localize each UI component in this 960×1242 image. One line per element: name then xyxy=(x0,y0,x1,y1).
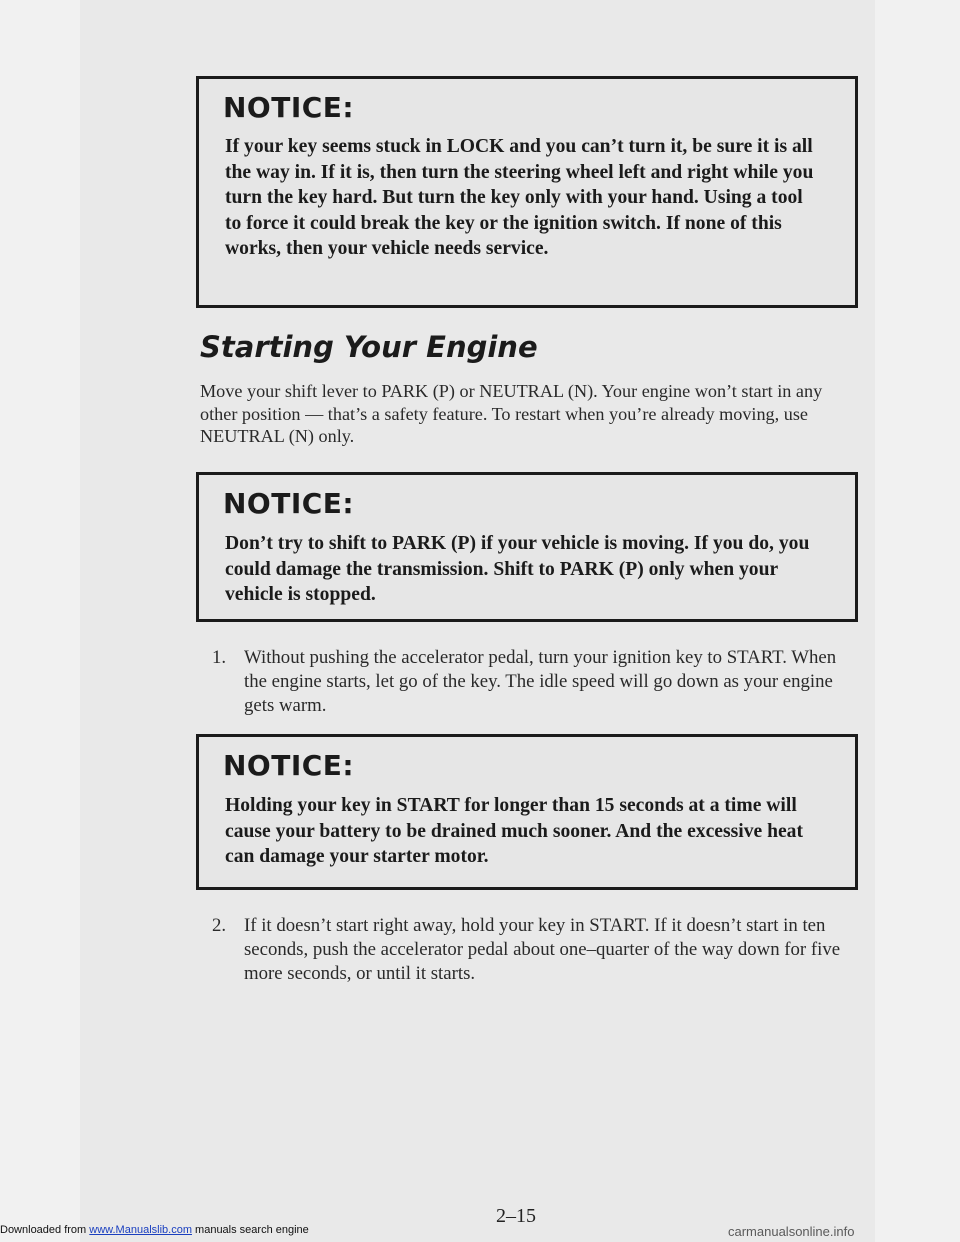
notice-heading: NOTICE: xyxy=(223,749,355,782)
notice-box-start-duration xyxy=(196,734,858,890)
section-intro: Move your shift lever to PARK (P) or NEUTRAL (N). Your engine won’t start in any other position — that’s a safety feature. To restart when you’re already moving, use NEUTRAL (N) only. xyxy=(200,381,823,446)
notice-box-key-stuck xyxy=(196,76,858,308)
watermark: carmanualsonline.info xyxy=(728,1224,855,1239)
list-item-text: Without pushing the accelerator pedal, turn your ignition key to START. When the engine starts, let go of the key. The idle speed will go down as your engine gets warm. xyxy=(244,647,837,716)
notice-heading: NOTICE: xyxy=(223,91,355,124)
notice-box-park xyxy=(196,472,858,622)
footer-prefix: Downloaded from xyxy=(0,1224,90,1236)
manualslib-link[interactable]: www.Manualslib.com xyxy=(89,1224,192,1236)
notice-body: Don’t try to shift to PARK (P) if your vehicle is moving. If you do, you could damage the transmission. Shift to PARK (P) only when your vehicle is stopped. xyxy=(225,533,810,606)
page-number: 2–15 xyxy=(496,1205,536,1227)
list-item-text: If it doesn’t start right away, hold your key in START. If it doesn’t start in ten seconds, push the accelerator pedal about one–quarter of the way down for five more seconds, or until it starts. xyxy=(244,915,841,984)
list-item-number: 1. xyxy=(212,647,227,668)
footer-suffix: manuals search engine xyxy=(191,1224,309,1236)
notice-body: If your key seems stuck in LOCK and you can’t turn it, be sure it is all the way in. If it is, then turn the steering wheel left and right while you turn the key hard. But turn the key only with your hand. Using a tool to force it could break the key or the ignition switch. If none of this works, then your vehicle needs service. xyxy=(225,136,814,260)
section-title: Starting Your Engine xyxy=(200,330,538,364)
notice-heading: NOTICE: xyxy=(223,487,355,520)
download-footer xyxy=(0,1224,309,1236)
list-item-number: 2. xyxy=(212,915,227,936)
notice-body: Holding your key in START for longer than 15 seconds at a time will cause your battery to be drained much sooner. And the excessive heat can damage your starter motor. xyxy=(225,795,803,868)
